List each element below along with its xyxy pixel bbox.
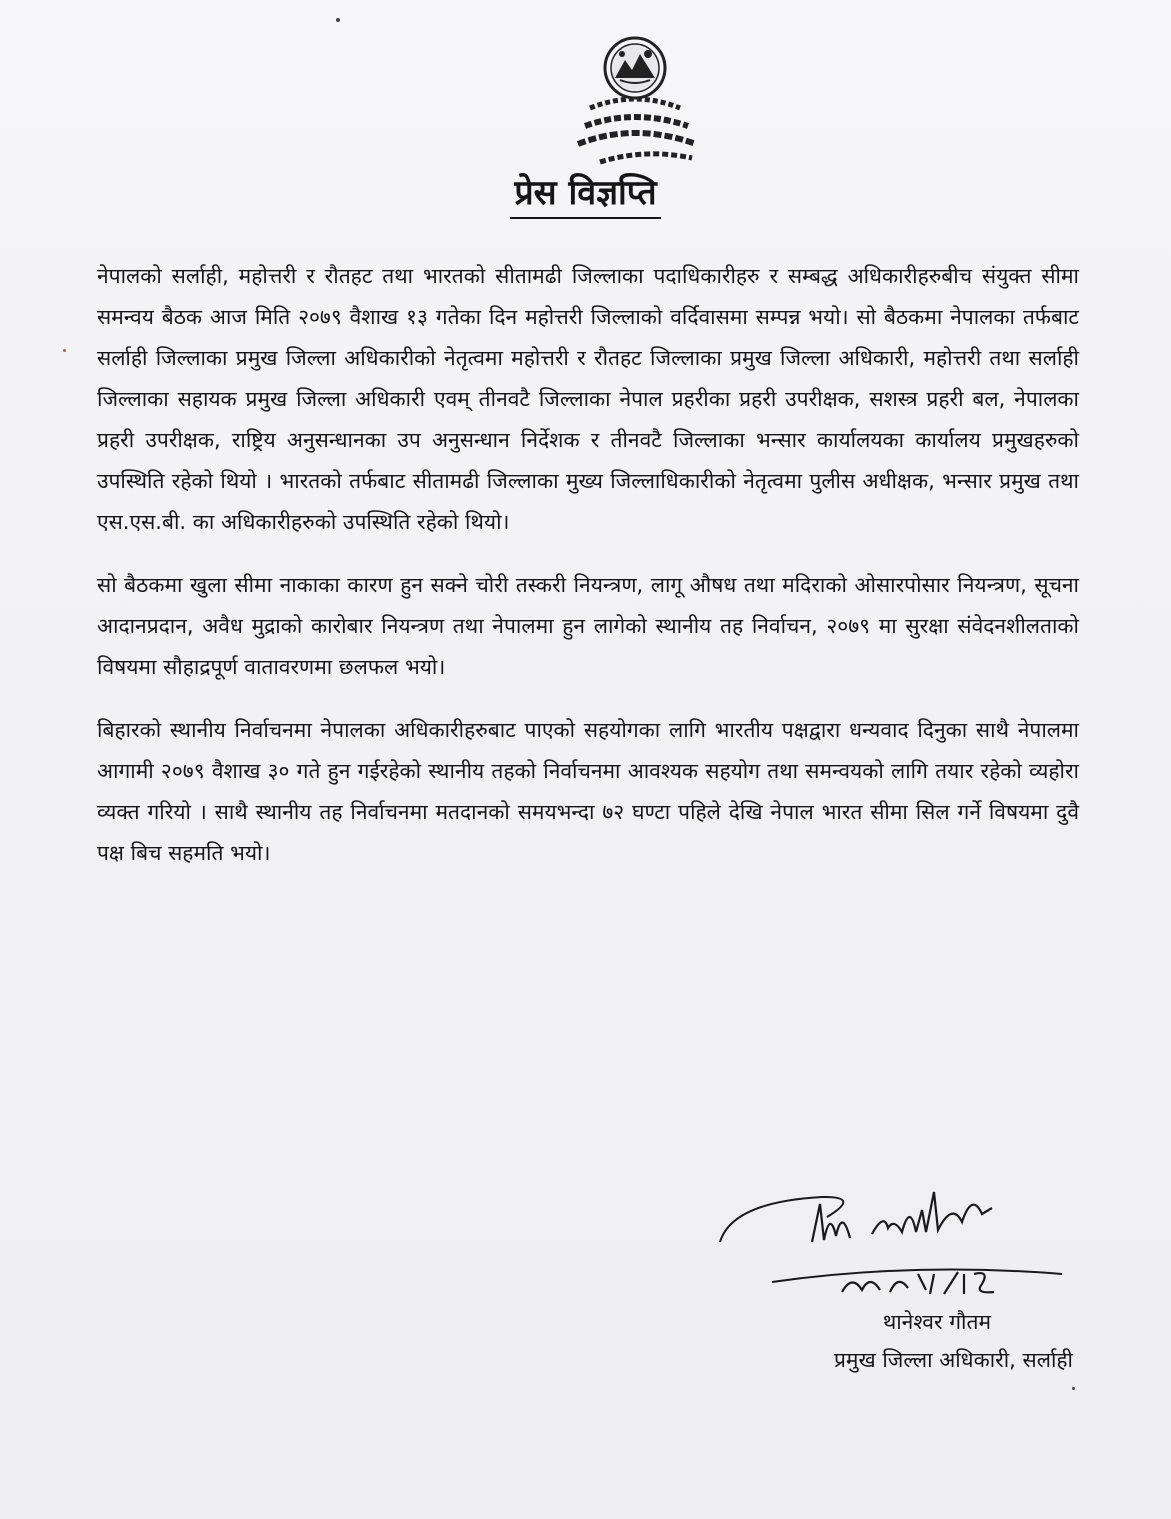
- paper-speck: [63, 349, 66, 352]
- signer-name: थानेश्वर गौतम: [882, 1310, 991, 1334]
- paragraph-2: सो बैठकमा खुला सीमा नाकाका कारण हुन सक्ने चोरी तस्करी नियन्त्रण, लागू औषध तथा मदिराको ओसारपोसार नियन्त्रण, सूचना आदानप्रदान, अवैध मुद्राको कारोबार नियन्त्रण तथा नेपालमा हुन लागेको स्थानीय तह निर्वाचन, २०७९ मा सुरक्षा संवेदनशीलताको विषयमा सौहाद्रपूर्ण वातावरणमा छलफल भयो।: [97, 573, 1079, 679]
- handwritten-signature-icon: [712, 1162, 1072, 1312]
- paragraph-3: बिहारको स्थानीय निर्वाचनमा नेपालका अधिकारीहरुबाट पाएको सहयोगका लागि भारतीय पक्षद्वारा धन्यवाद दिनुका साथै नेपालमा आगामी २०७९ वैशाख ३० गते हुन गईरहेको स्थानीय तहको निर्वाचनमा आवश्यक सहयोग तथा समन्वयको लागि तयार रहेको व्यहोरा व्यक्त गरियो । साथै स्थानीय तह निर्वाचनमा मतदानको समयभन्दा ७२ घण्टा पहिले देखि नेपाल भारत सीमा सिल गर्ने विषयमा दुवै पक्ष बिच सहमति भयो।: [97, 718, 1079, 865]
- government-seal-icon: [560, 30, 710, 170]
- signer-title: प्रमुख जिल्ला अधिकारी, सर्लाही: [833, 1348, 1073, 1372]
- page-title-text: प्रेस विज्ञप्ति: [510, 173, 660, 219]
- press-release-body: [97, 256, 1079, 896]
- paper-speck: [1072, 1387, 1075, 1390]
- page-title: [0, 168, 1171, 214]
- paragraph-1: नेपालको सर्लाही, महोत्तरी र रौतहट तथा भारतको सीतामढी जिल्लाका पदाधिकारीहरु र सम्बद्ध अधिकारीहरुबीच संयुक्त सीमा समन्वय बैठक आज मिति २०७९ वैशाख १३ गतेका दिन महोत्तरी जिल्लाको वर्दिवासमा सम्पन्न भयो। सो बैठकमा नेपालका तर्फबाट सर्लाही जिल्लाका प्रमुख जिल्ला अधिकारीको नेतृत्वमा महोत्तरी र रौतहट जिल्लाका प्रमुख जिल्ला अधिकारी, महोत्तरी तथा सर्लाही जिल्लाका सहायक प्रमुख जिल्ला अधिकारी एवम् तीनवटै जिल्लाका नेपाल प्रहरीका प्रहरी उपरीक्षक, सशस्त्र प्रहरी बल, नेपालका प्रहरी उपरीक्षक, राष्ट्रिय अनुसन्धानका उप अनुसन्धान निर्देशक र तीनवटै जिल्लाका भन्सार कार्यालयका कार्यालय प्रमुखहरुको उपस्थिति रहेको थियो । भारतको तर्फबाट सीतामढी जिल्लाका मुख्य जिल्लाधिकारीको नेतृत्वमा पुलीस अधीक्षक, भन्सार प्रमुख तथा एस.एस.बी. का अधिकारीहरुको उपस्थिति रहेको थियो।: [97, 264, 1079, 534]
- paper-speck: [336, 18, 340, 22]
